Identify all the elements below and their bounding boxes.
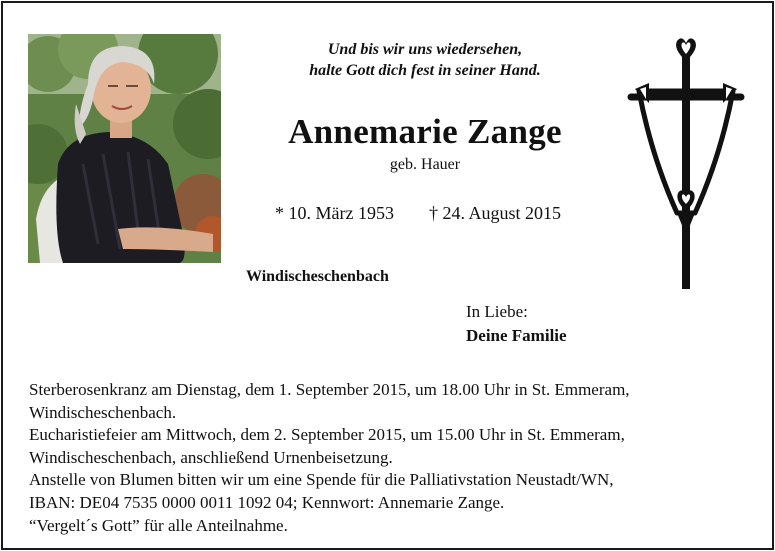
obituary-notice	[1, 1, 774, 550]
deceased-name: Annemarie Zange	[288, 112, 562, 151]
info-line: Sterberosenkranz am Dienstag, dem 1. September 2015, um 18.00 Uhr in St. Emmeram,	[29, 380, 630, 399]
closing-line: In Liebe:	[466, 302, 528, 321]
info-line: Windischeschenbach.	[29, 402, 177, 422]
birth-date: * 10. März 1953	[275, 203, 394, 223]
info-line: Anstelle von Blumen bitten wir um eine Spende für die Palliativstation Neustadt/WN,	[29, 470, 614, 490]
info-line: IBAN: DE04 7535 0000 0011 1092 04; Kennwort: Annemarie Zange.	[29, 492, 505, 512]
death-date: † 24. August 2015	[429, 203, 562, 223]
info-line: Windischeschenbach, anschließend Urnenbeisetzung.	[29, 447, 393, 467]
portrait-photo-image	[28, 34, 221, 263]
verse	[235, 39, 615, 81]
verse-line-1: Und bis wir uns wiedersehen,	[327, 41, 523, 58]
info-line: Eucharistiefeier am Mittwoch, dem 2. September 2015, um 15.00 Uhr in St. Emmeram,	[29, 425, 625, 445]
service-information	[29, 379, 759, 537]
portrait-photo	[28, 34, 221, 263]
verse-line-2: halte Gott dich fest in seiner Hand.	[309, 62, 541, 79]
place-name: Windischeschenbach	[246, 268, 389, 285]
maiden-name: geb. Hauer	[389, 156, 461, 173]
ornamental-cross-icon	[625, 35, 747, 291]
info-line: “Vergelt´s Gott” für alle Anteilnahme.	[29, 515, 288, 535]
family-signature: Deine Familie	[466, 326, 567, 345]
closing	[466, 300, 567, 348]
